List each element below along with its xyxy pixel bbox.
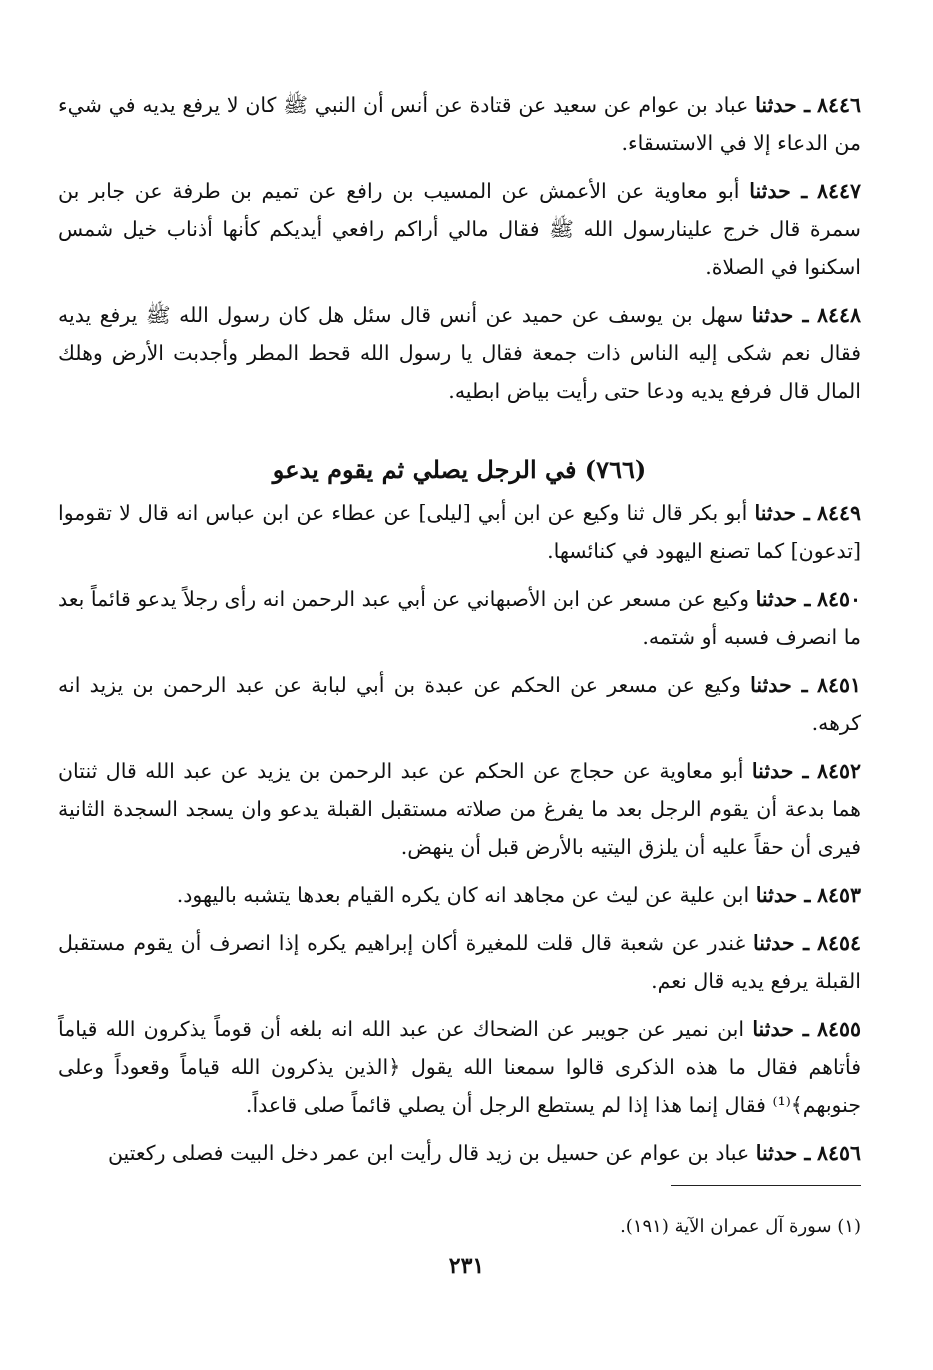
hadith-text: سهل بن يوسف عن حميد عن أنس قال سئل هل كان رسول الله ﷺ يرفع يديه فقال نعم شكى إليه الناس ذات جمعة فقال يا رسول الله قحط المطر وأجدبت الأرض وهلك المال قال فرفع يديه ودعا حتى رأيت بياض ابطيه.: [58, 303, 861, 403]
hadith-number: ٨٤٥٠: [816, 587, 861, 611]
hadith-text: وكيع عن مسعر عن ابن الأصبهاني عن أبي عبد الرحمن انه رأى رجلاً يدعو قائماً بعد ما انصرف فسبه أو شتمه.: [58, 587, 861, 649]
hadith-8450: [58, 580, 861, 656]
hadith-text: عباد بن عوام عن حسيل بن زيد قال رأيت ابن عمر دخل البيت فصلى ركعتين: [107, 1141, 756, 1165]
hadith-head: ـ حدثنا: [751, 303, 809, 327]
hadith-text: وكيع عن مسعر عن الحكم عن عبدة بن أبي لبابة عن عبد الرحمن بن يزيد انه كرهه.: [58, 673, 861, 735]
hadith-text: عباد بن عوام عن سعيد عن قتادة عن أنس أن النبي ﷺ كان لا يرفع يديه في شيء من الدعاء إلا في الاستسقاء.: [58, 93, 861, 155]
hadith-text: أبو معاوية عن الأعمش عن المسيب بن رافع عن تميم بن طرفة عن جابر بن سمرة قال خرج علينارسول الله ﷺ فقال مالي أراكم رافعي أيديكم كأنها أذناب خيل شمس اسكنوا في الصلاة.: [58, 179, 861, 279]
page-number: ٢٣١: [448, 1253, 485, 1279]
hadith-8449: [58, 494, 861, 570]
hadith-8453: [58, 876, 861, 914]
hadith-head: ـ حدثنا: [755, 93, 811, 117]
hadith-8446: [58, 86, 861, 162]
hadith-text: ابن علية عن ليث عن مجاهد انه كان يكره القيام بعدها يتشبه باليهود.: [176, 883, 756, 907]
chapter-title: (٧٦٦) في الرجل يصلي ثم يقوم يدعو: [272, 455, 647, 484]
hadith-head: ـ حدثنا: [752, 1017, 809, 1041]
hadith-8456: [58, 1134, 861, 1172]
hadith-head: ـ حدثنا: [755, 587, 811, 611]
hadith-number: ٨٤٥٦: [816, 1141, 861, 1165]
hadith-head: ـ حدثنا: [753, 931, 810, 955]
hadith-number: ٨٤٥٥: [816, 1017, 861, 1041]
hadith-8452: [58, 752, 861, 866]
hadith-text: ابن نمير عن جويبر عن الضحاك عن عبد الله انه بلغه أن قوماً يذكرون الله قياماً فأتاهم فقال ما هذه الذكرى قالوا سمعنا الله يقول ﴿الذين يذكرون الله قياماً وقعوداً وعلى جنوبهم﴾⁽¹⁾ فقال إنما هذا إذا لم يستطع الرجل أن يصلي قائماً صلى قاعداً.: [58, 1017, 861, 1117]
hadith-8455: [58, 1010, 861, 1124]
hadith-number: ٨٤٤٨: [816, 303, 861, 327]
hadith-number: ٨٤٤٩: [816, 501, 861, 525]
hadith-number: ٨٤٤٧: [816, 179, 861, 203]
hadith-head: ـ حدثنا: [750, 673, 808, 697]
hadith-number: ٨٤٥٣: [816, 883, 861, 907]
hadith-8448: [58, 296, 861, 410]
hadith-head: ـ حدثنا: [755, 1141, 811, 1165]
footnote: (١) سورة آل عمران الآية (١٩١).: [620, 1216, 861, 1237]
hadith-text: غندر عن شعبة قال قلت للمغيرة أكان إبراهيم يكره إذا انصرف أن يقوم مستقبل القبلة يرفع يديه قال نعم.: [58, 931, 861, 993]
hadith-text: أبو معاوية عن حجاج عن الحكم عن عبد الرحمن بن يزيد عن عبد الله قال ثنتان هما بدعة أن يقوم الرجل بعد ما يفرغ من صلاته مستقبل القبلة يدعو وان يسجد السجدة الثانية فيرى أن حقاً عليه أن يلزق اليتيه بالأرض قبل أن ينهض.: [58, 759, 861, 859]
hadith-number: ٨٤٤٦: [816, 93, 861, 117]
hadith-text: أبو بكر قال ثنا وكيع عن ابن أبي [ليلى] عن عطاء عن ابن عباس انه قال لا تقوموا [تدعون] كما تصنع اليهود في كنائسها.: [58, 501, 861, 563]
page-body: [58, 86, 861, 1182]
hadith-number: ٨٤٥٤: [816, 931, 861, 955]
hadith-head: ـ حدثنا: [749, 179, 808, 203]
hadith-number: ٨٤٥٢: [816, 759, 861, 783]
hadith-number: ٨٤٥١: [816, 673, 862, 697]
hadith-head: ـ حدثنا: [751, 759, 809, 783]
hadith-head: ـ حدثنا: [754, 501, 810, 525]
hadith-8451: [58, 666, 861, 742]
hadith-8454: [58, 924, 861, 1000]
footnote-divider: [671, 1185, 861, 1186]
hadith-head: ـ حدثنا: [755, 883, 811, 907]
hadith-8447: [58, 172, 861, 286]
